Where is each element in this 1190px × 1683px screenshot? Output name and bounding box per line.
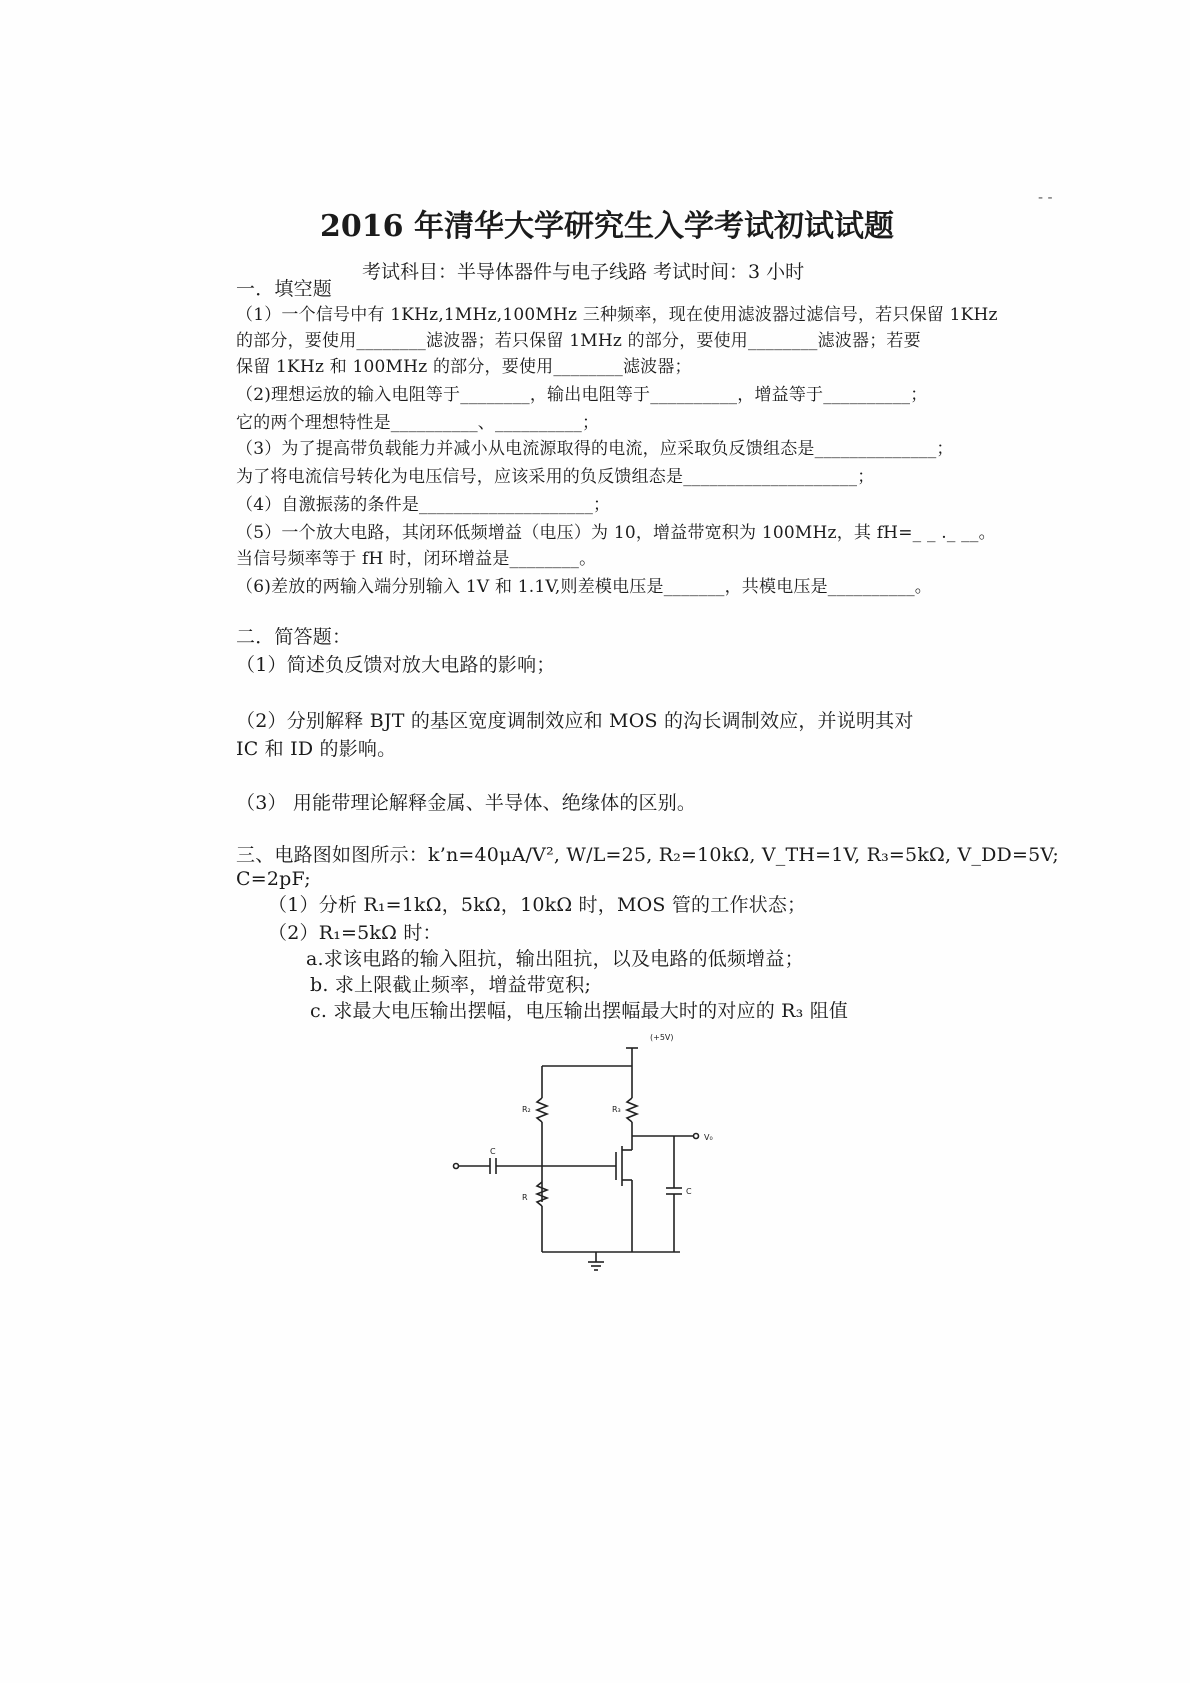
s3-line1: 三、电路图如图所示：k’n=40μA/V², W/L=25, R₂=10kΩ, V_TH=1V, R₃=5kΩ, V_DD=5V; <box>236 844 1059 866</box>
s3-q2: （2）R₁=5kΩ 时： <box>268 922 442 944</box>
s1-line-11: （6)差放的两输入端分别输入 1V 和 1.1V,则差模电压是_______，共模电压是__________。 <box>236 577 932 597</box>
corner-mark: - - <box>1038 190 1053 206</box>
input-capacitor-label: C <box>490 1147 496 1156</box>
s2-q2-line1: （2）分别解释 BJT 的基区宽度调制效应和 MOS 的沟长调制效应，并说明其对 <box>236 710 914 732</box>
r2-label: R₂ <box>522 1105 531 1114</box>
s1-line-5: 它的两个理想特性是__________、__________； <box>236 413 600 433</box>
section2-heading: 二．简答题： <box>236 626 352 648</box>
s1-line-4: （2)理想运放的输入电阻等于________，输出电阻等于__________，增益等于__________； <box>236 385 928 405</box>
s1-line-9: （5）一个放大电路，其闭环低频增益（电压）为 10，增益带宽积为 100MHz，其 fH=_ _ ._ __。 <box>236 523 996 543</box>
s2-q3: （3） 用能带理论解释金属、半导体、绝缘体的区别。 <box>236 792 697 814</box>
section1-heading: 一．填空题 <box>236 278 333 300</box>
exam-title: 2016 年清华大学研究生入学考试初试试题 <box>320 209 894 244</box>
s1-line-7: 为了将电流信号转化为电压信号，应该采用的负反馈组态是____________________； <box>236 467 875 487</box>
s1-line-2: 的部分，要使用________滤波器；若只保留 1MHz 的部分，要使用________滤波器；若要 <box>236 331 921 351</box>
s1-line-6: （3）为了提高带负载能力并减小从电流源取得的电流，应采取负反馈组态是______________； <box>236 439 954 459</box>
s1-line-10: 当信号频率等于 fH 时，闭环增益是________。 <box>236 549 597 569</box>
s3-qc: c. 求最大电压输出摆幅，电压输出摆幅最大时的对应的 R₃ 阻值 <box>310 1000 849 1022</box>
s1-line-8: （4）自激振荡的条件是____________________； <box>236 495 611 515</box>
vdd-label: (+5V) <box>650 1033 674 1042</box>
s3-q1: （1）分析 R₁=1kΩ，5kΩ，10kΩ 时，MOS 管的工作状态； <box>268 894 807 916</box>
s2-q2-line2: IC 和 ID 的影响。 <box>236 738 397 760</box>
s1-line-3: 保留 1KHz 和 100MHz 的部分，要使用________滤波器； <box>236 357 692 377</box>
s2-q1: （1）简述负反馈对放大电路的影响； <box>236 654 556 676</box>
r3-label: R₃ <box>612 1105 621 1114</box>
load-capacitor-label: C <box>686 1187 692 1196</box>
s3-qb: b. 求上限截止频率，增益带宽积; <box>310 974 592 996</box>
mosfet-amplifier-circuit <box>450 1030 713 1220</box>
s1-line-1: （1）一个信号中有 1KHz,1MHz,100MHz 三种频率，现在使用滤波器过滤信号，若只保留 1KHz <box>236 305 998 325</box>
s3-line2: C=2pF; <box>236 868 311 890</box>
r1-label: R <box>522 1193 528 1202</box>
exam-subtitle: 考试科目：半导体器件与电子线路 考试时间：3 小时 <box>362 261 805 283</box>
vo-label: V₀ <box>704 1133 713 1142</box>
s3-qa: a.求该电路的输入阻抗，输出阻抗，以及电路的低频增益； <box>306 948 804 970</box>
